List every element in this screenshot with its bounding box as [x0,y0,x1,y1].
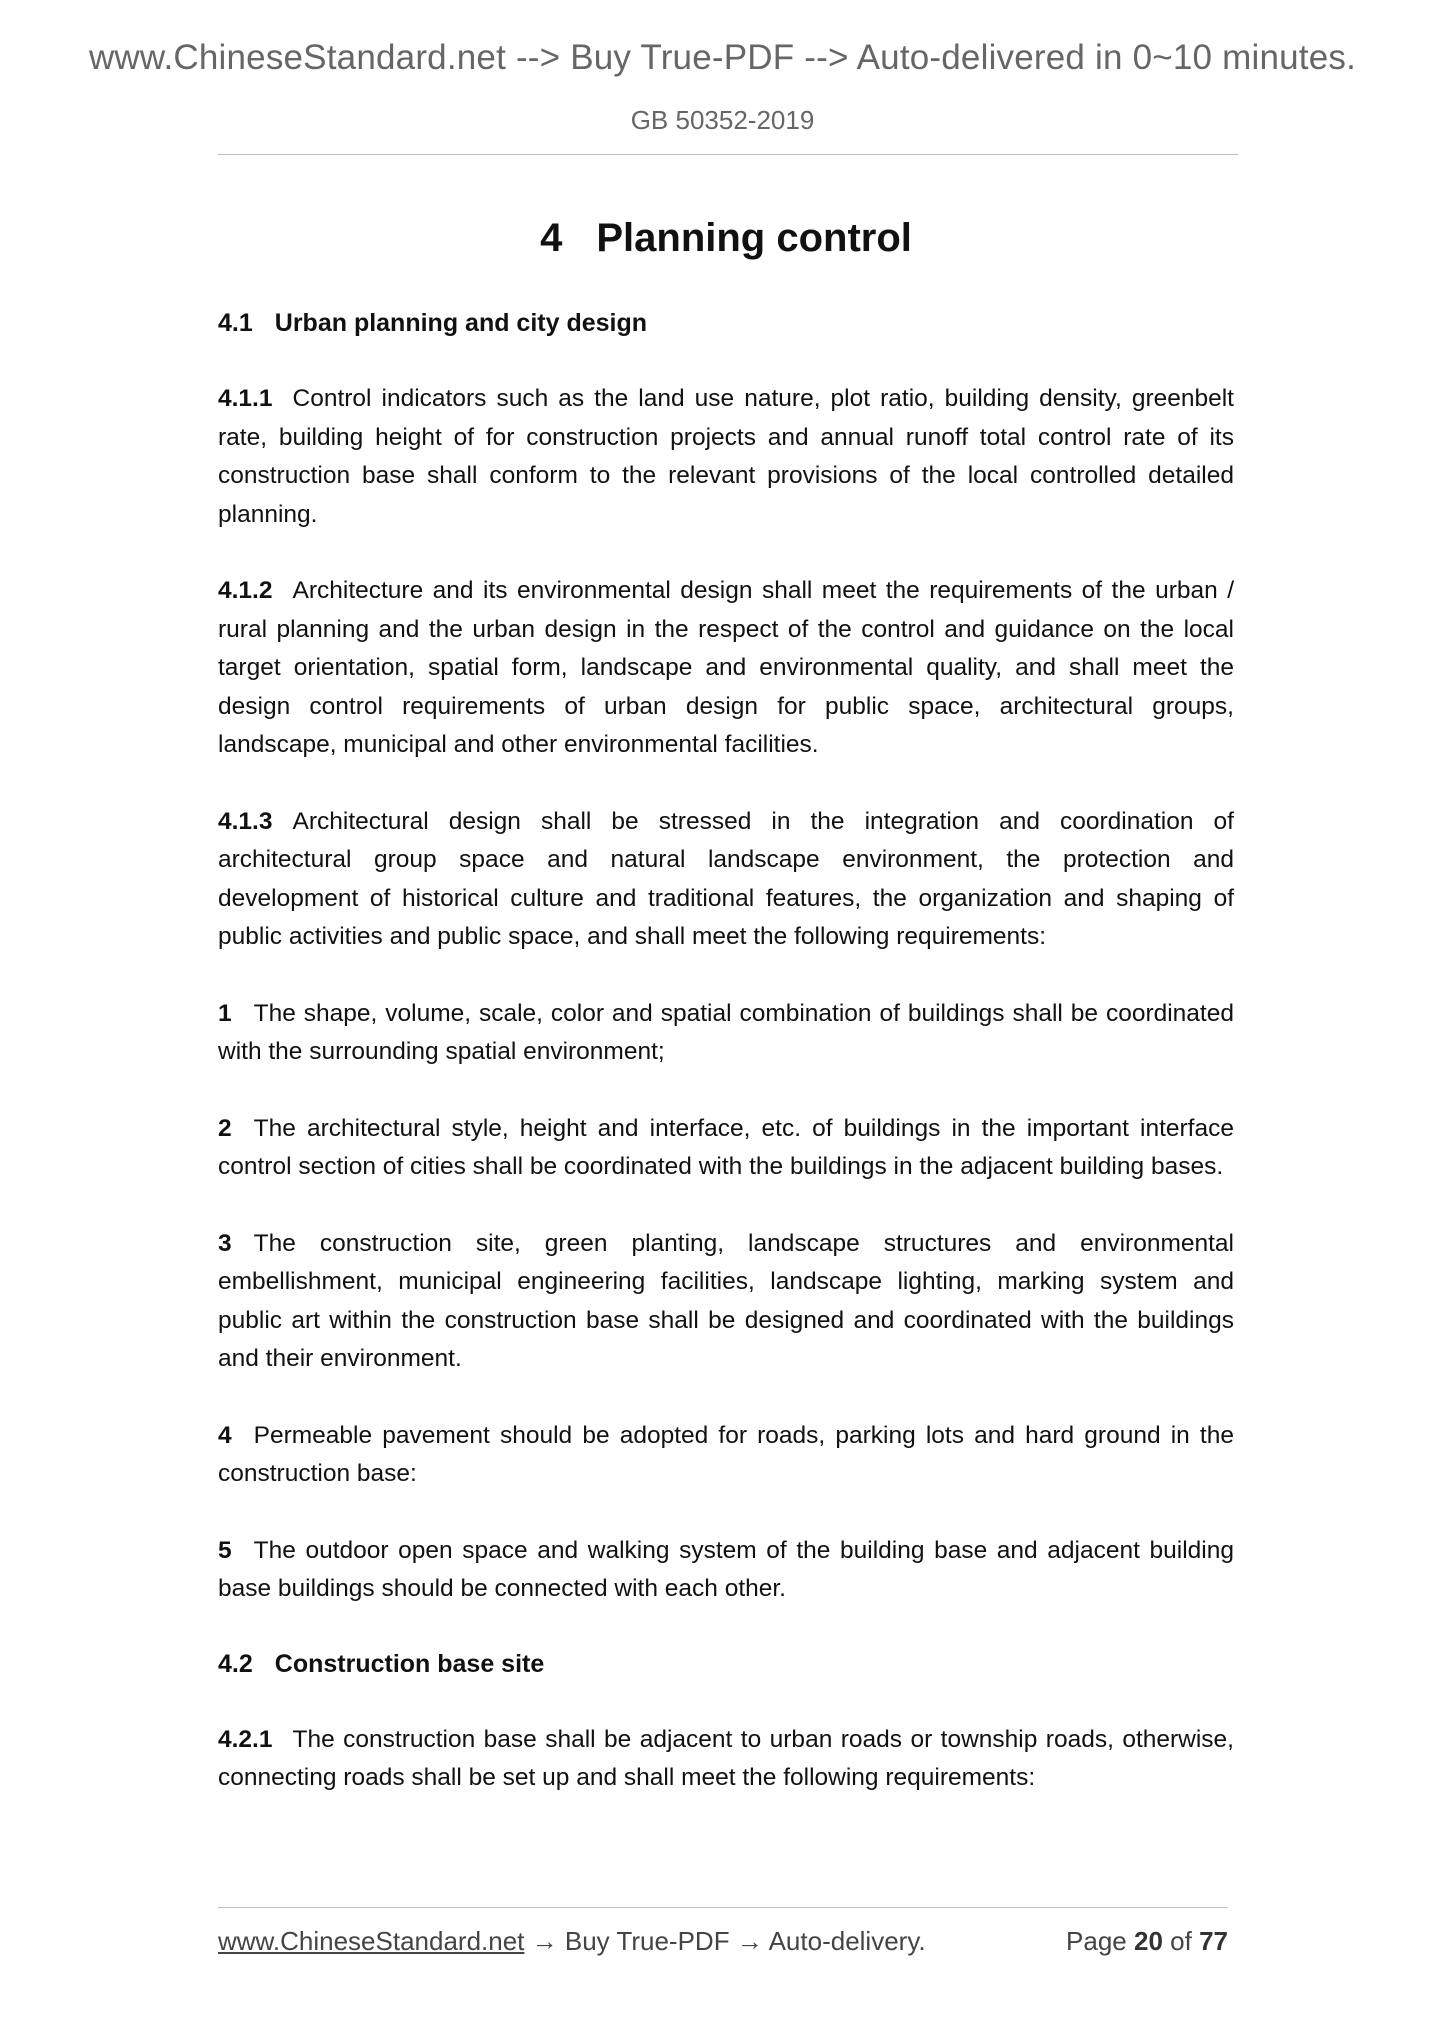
top-banner: www.ChineseStandard.net --> Buy True-PDF --> Auto-delivered in 0~10 minutes. [88,38,1357,77]
current-page: 20 [1134,1926,1163,1956]
clause-number: 4.2.1 [218,1725,273,1753]
section-title: Construction base site [274,1649,545,1678]
chapter-heading [218,208,1234,268]
clause-text: Architectural design shall be stressed in the integration and coordination of architectural group space and natural landscape environment, the protection and development of historical culture and traditional features, the organization and shaping of public activities and public space, and shall meet the following requirements: [218,807,1234,950]
document-id: GB 50352-2019 [630,105,815,135]
clause-number: 4.1.2 [218,577,273,604]
footer-left [218,1924,926,1958]
item-text: The construction site, green planting, landscape structures and environmental embellishment, municipal engineering facilities, landscape lighting, marking system and public art within the construction base shall be designed and coordinated with the buildings and their environment. [218,1229,1234,1372]
item-text: The outdoor open space and walking system of the building base and adjacent building base buildings should be connected with each other. [218,1536,1234,1602]
list-item [218,1532,1234,1609]
header-divider [218,154,1238,155]
clause-4-1-2 [218,572,1234,765]
item-number: 2 [218,1114,232,1142]
item-number: 5 [218,1536,232,1564]
page-body [218,200,1234,1798]
section-heading-4-2 [218,1645,1234,1683]
list-item [218,1225,1234,1379]
clause-number: 4.1.3 [218,807,273,835]
chapter-number: 4 [540,216,563,260]
total-pages: 77 [1199,1926,1228,1956]
section-number: 4.2 [218,1649,253,1678]
page-indicator [1066,1924,1228,1958]
of-word: of [1170,1926,1192,1956]
item-number: 4 [218,1421,232,1449]
clause-text: Control indicators such as the land use nature, plot ratio, building density, greenbelt rate, building height of for construction projects and annual runoff total control rate of its construction base shall conform to the relevant provisions of the local controlled detailed planning. [218,385,1234,528]
clause-4-1-3 [218,803,1234,957]
section-number: 4.1 [218,309,253,337]
section-title: Urban planning and city design [274,309,648,337]
footer-divider [218,1907,1228,1908]
clause-text: Architecture and its environmental design shall meet the requirements of the urban / rural planning and the urban design in the respect of the control and guidance on the local target orientation, spatial form, landscape and environmental quality, and shall meet the design control requirements of urban design for public space, architectural groups, landscape, municipal and other environmental facilities. [218,577,1234,758]
clause-number: 4.1.1 [218,385,273,412]
section-heading-4-1 [218,304,1234,342]
chapter-title: Planning control [596,216,912,260]
clause-4-2-1 [218,1721,1234,1798]
item-number: 1 [218,999,232,1027]
item-text: The architectural style, height and interface, etc. of buildings in the important interface control section of cities shall be coordinated with the buildings in the adjacent building bases. [218,1114,1234,1180]
item-number: 3 [218,1229,232,1257]
list-item [218,1417,1234,1494]
clause-4-1-1 [218,380,1234,534]
item-text: The shape, volume, scale, color and spatial combination of buildings shall be coordinated with the surrounding spatial environment; [218,999,1234,1065]
footer-link[interactable]: www.ChineseStandard.net [218,1926,525,1956]
page-word: Page [1066,1926,1127,1956]
list-item [218,995,1234,1072]
list-item [218,1110,1234,1187]
clause-text: The construction base shall be adjacent to urban roads or township roads, otherwise, connecting roads shall be set up and shall meet the following requirements: [218,1725,1234,1791]
item-text: Permeable pavement should be adopted for roads, parking lots and hard ground in the construction base: [218,1421,1234,1487]
footer-tagline: → Buy True-PDF → Auto-delivery. [531,1926,926,1956]
